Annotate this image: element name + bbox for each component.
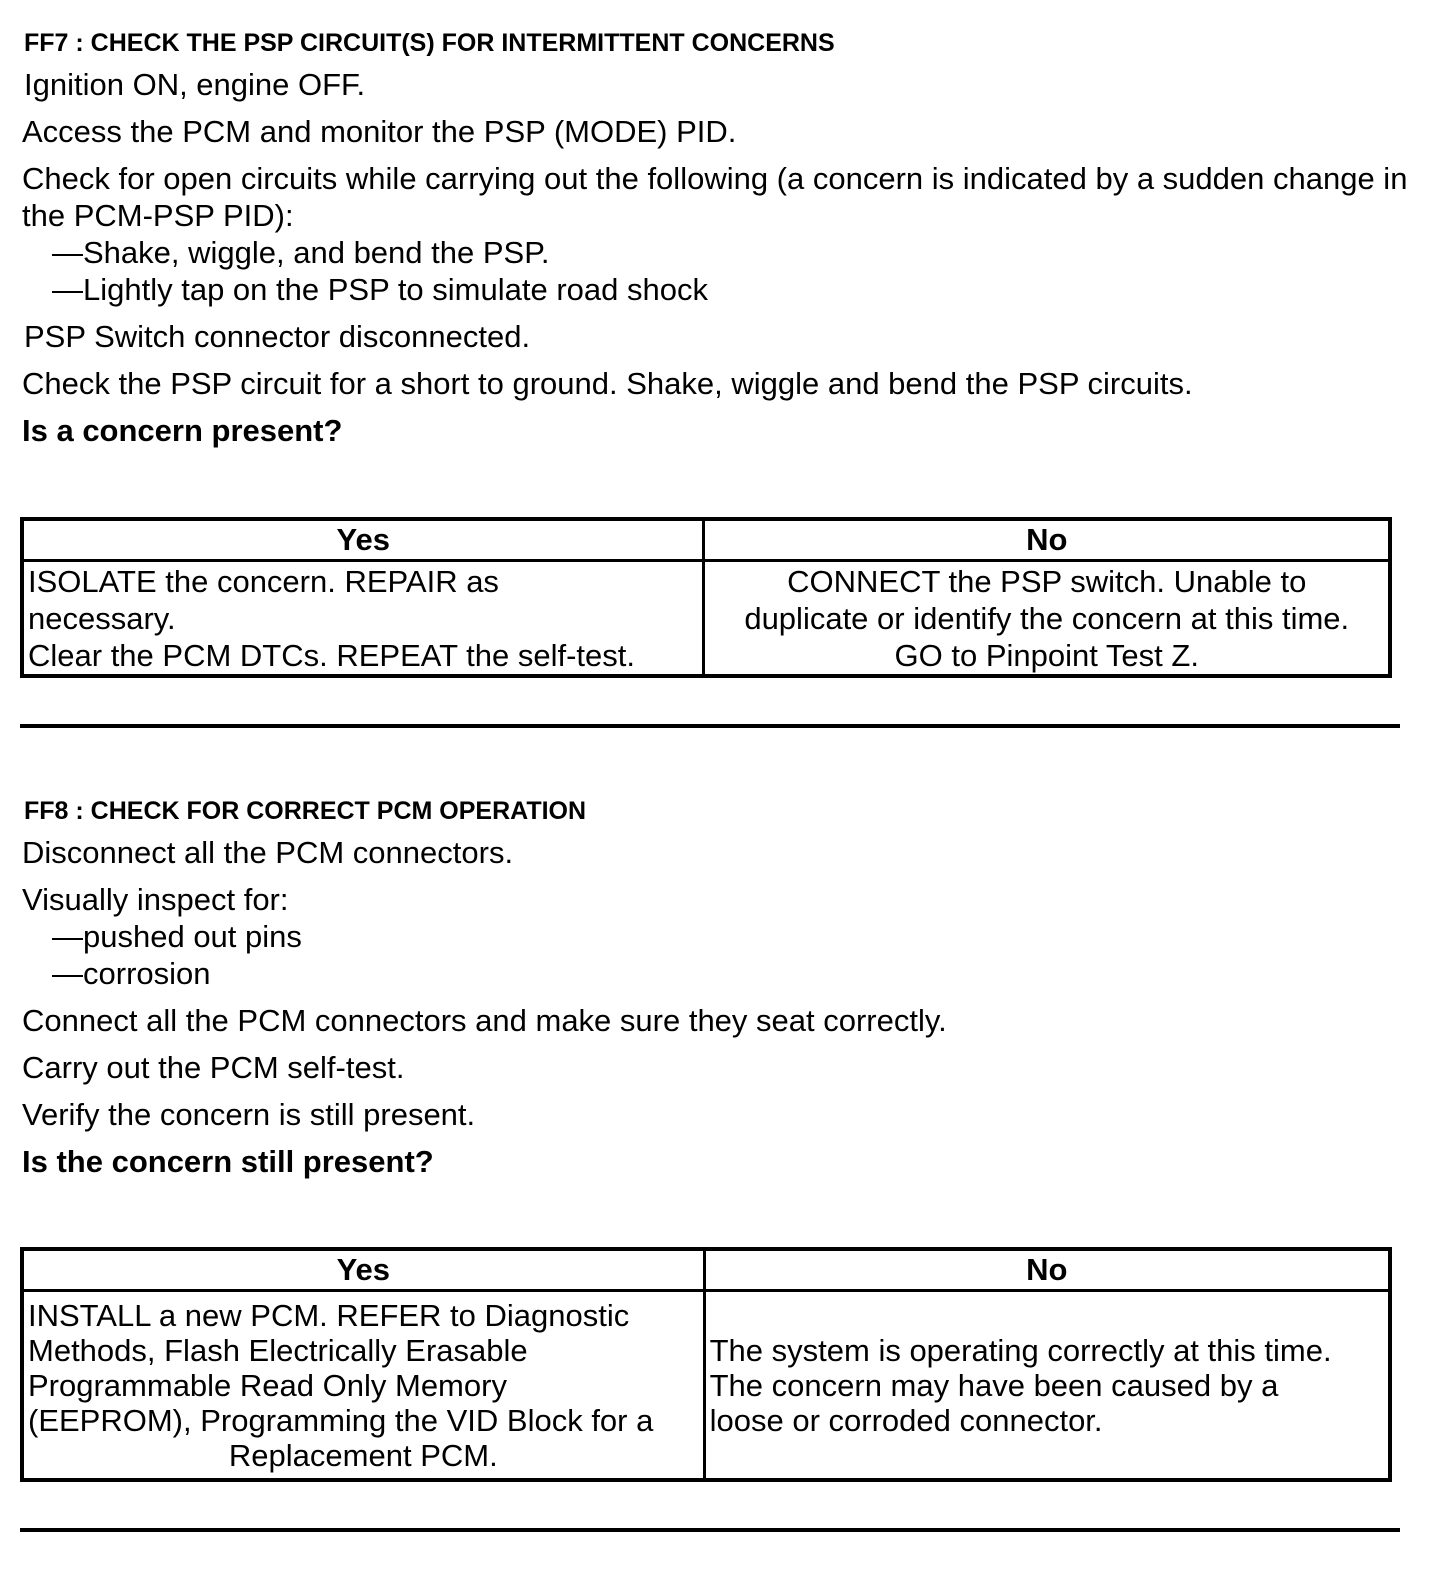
yes-line: necessary. bbox=[28, 600, 176, 636]
ff7-section bbox=[22, 28, 1422, 449]
ff8-bullet-item: —pushed out pins bbox=[52, 919, 302, 954]
ff7-question: Is a concern present? bbox=[22, 413, 343, 448]
yes-header: Yes bbox=[22, 1249, 704, 1291]
ff7-step-access-pcm: Access the PCM and monitor the PSP (MODE) PID. bbox=[22, 114, 737, 149]
yes-line: Programmable Read Only Memory bbox=[28, 1367, 507, 1403]
ff8-step-disconnect: Disconnect all the PCM connectors. bbox=[22, 835, 514, 870]
ff7-result-table bbox=[20, 517, 1392, 678]
ff8-section bbox=[22, 796, 1422, 1180]
no-header: No bbox=[704, 1249, 1390, 1291]
ff7-step-ignition: Ignition ON, engine OFF. bbox=[24, 67, 366, 102]
ff8-bullet-list bbox=[52, 918, 1422, 992]
no-line: CONNECT the PSP switch. Unable to bbox=[787, 563, 1307, 599]
ff7-heading: FF7 : CHECK THE PSP CIRCUIT(S) FOR INTERMITTENT CONCERNS bbox=[24, 29, 835, 57]
table-header-row bbox=[22, 1249, 1390, 1291]
ff7-step-check-open: Check for open circuits while carrying out the following (a concern is indicated by a sudden change in the PCM-PSP PID): bbox=[22, 161, 1408, 233]
yes-line: INSTALL a new PCM. REFER to Diagnostic bbox=[28, 1297, 630, 1333]
ff8-heading: FF8 : CHECK FOR CORRECT PCM OPERATION bbox=[24, 797, 587, 825]
table-header-row bbox=[22, 519, 1390, 561]
ff7-bullet-item: —Lightly tap on the PSP to simulate road shock bbox=[52, 272, 708, 307]
yes-line: ISOLATE the concern. REPAIR as bbox=[28, 563, 499, 599]
yes-cell bbox=[22, 1291, 704, 1481]
yes-line: Clear the PCM DTCs. REPEAT the self-test. bbox=[28, 637, 635, 673]
no-line: loose or corroded connector. bbox=[709, 1402, 1103, 1438]
no-cell bbox=[704, 561, 1390, 677]
ff8-result-table bbox=[20, 1247, 1392, 1482]
no-header: No bbox=[704, 519, 1390, 561]
yes-line: (EEPROM), Programming the VID Block for a bbox=[28, 1402, 654, 1438]
no-cell bbox=[704, 1291, 1390, 1481]
no-line: The system is operating correctly at this time. bbox=[709, 1332, 1332, 1368]
ff8-step-inspect: Visually inspect for: bbox=[22, 882, 289, 917]
section-divider bbox=[20, 724, 1400, 728]
ff8-bullet-item: —corrosion bbox=[52, 956, 211, 991]
yes-line: Methods, Flash Electrically Erasable bbox=[28, 1332, 528, 1368]
yes-line: Replacement PCM. bbox=[228, 1437, 498, 1473]
table-row bbox=[22, 1291, 1390, 1481]
table-row bbox=[22, 561, 1390, 677]
yes-cell bbox=[22, 561, 704, 677]
no-line: duplicate or identify the concern at this time. bbox=[744, 600, 1350, 636]
ff7-bullet-list bbox=[52, 234, 1422, 308]
ff7-step-short-ground: Check the PSP circuit for a short to ground. Shake, wiggle and bend the PSP circuits. bbox=[22, 366, 1193, 401]
section-divider bbox=[20, 1528, 1400, 1532]
ff8-step-self-test: Carry out the PCM self-test. bbox=[22, 1050, 405, 1085]
ff8-step-verify: Verify the concern is still present. bbox=[22, 1097, 476, 1132]
ff8-step-connect: Connect all the PCM connectors and make sure they seat correctly. bbox=[22, 1003, 947, 1038]
no-line: GO to Pinpoint Test Z. bbox=[894, 637, 1199, 673]
no-line: The concern may have been caused by a bbox=[709, 1367, 1279, 1403]
ff7-step-disconnect: PSP Switch connector disconnected. bbox=[24, 319, 531, 354]
ff7-bullet-item: —Shake, wiggle, and bend the PSP. bbox=[52, 235, 550, 270]
yes-header: Yes bbox=[22, 519, 704, 561]
ff8-question: Is the concern still present? bbox=[22, 1144, 434, 1179]
